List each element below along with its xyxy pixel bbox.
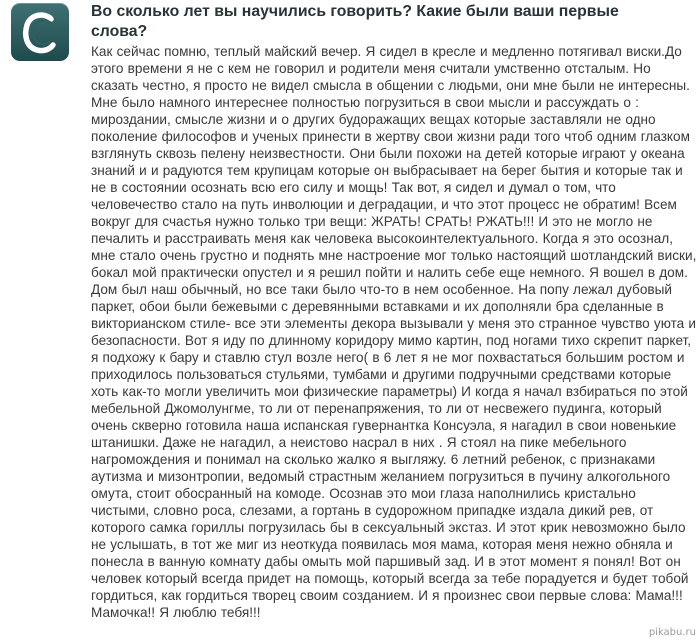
site-watermark: pikabu.ru (648, 627, 696, 638)
question-title[interactable]: Во сколько лет вы научились говорить? Какие были ваши первые слова? (91, 3, 619, 40)
letter-c-icon (11, 3, 69, 61)
answer-text: Как сейчас помню, теплый майский вечер. Я сидел в кресле и медленно потягивал виски.До этого времени я не с кем не говорил и родители меня считали умственно отсталым. Но сказать честно, я просто не видел смысла в общении с людьми, они мне были не интересны. Мне было намного интереснее полностью погрузиться в свои мысли и рассуждать о : мироздании, смысле жизни и о других будоражащих вещах которые заставляли не одно поколение философов и ученых принести в жертву свои жизни ради того чтоб одним глазком взглянуть сквозь пелену неизвестности. Они были похожи на детей которые играют у океана знаний и и радуются тем крупицам которые он выбрасывает на берег бытия и которые так и не в состоянии осознать всю его силу и мощь! Так вот, я сидел и думал о том, что человечество стало на путь инволюции и деградации, и что этот процесс не обратим! Всем вокруг для счастья нужно только три вещи: ЖРАТЬ! СРАТЬ! РЖАТЬ!!! И это не могло не печалить и расстраивать меня как человека высокоинтелектуального. Когда я это осознал, мне стало очень грустно и поднять мне настроение мог только настоящий шотландский виски, бокал мой практически опустел и я решил пойти и налить себе еще немного. Я вошел в дом. Дом был наш обычный, но все таки было что-то в нем особенное. На попу лежал дубовый паркет, обои были бежевыми с деревянными вставками и их дополняли бра сделанные в викторианском стиле- все эти элементы декора вызывали у меня это странное чувство уюта и безопасности. Вот я иду по длинному коридору мимо картин, под ногами тихо скрепит паркет, я подхожу к бару и ставлю стул возле него( в 6 лет я не мог похвастаться большим ростом и приходилось пользоваться стульями, тумбами и другими подручными средствами которые хоть как-то могли увеличить мои физические параметры) И когда я начал взбираться по этой мебельной Джомолунгме, то ли от перенапряжения, то ли от несвежего пудинга, который очень скверно готовила наша испанская гувернантка Консуэла, я нагадил в свои новенькие штанишки. Даже не нагадил, а неистово насрал в них . Я стоял на пике мебельного нагромождения и понимал на сколько жалко я выгляжу. 6 летний ребенок, с признаками аутизма и мизонтропии, ведомый страстным желанием погрузиться в пучину алкогольного омута, стоит обосранный на комоде. Осознав это мои глаза наполнились кристально чистыми, словно роса, слезами, а гортань в судорожном припадке издала дикий рев, от которого самка гориллы погрузилась бы в сексуальный экстаз. И этот крик невозможно было не услышать, в тот же миг из неоткуда появилась моя мама, которая меня нежно обняла и понесла в ванную комнату дабы омыть мой паршивый зад. И в этот момент я понял! Вот он человек который всегда придет на помощь, который всегда за тебе порадуется и будет тобой гордиться, как гордиться творец своим созданием. И я произнес свои первые слова: Мама!!! Мамочка!! Я люблю тебя!!! (91, 44, 697, 620)
site-logo[interactable] (11, 3, 69, 61)
